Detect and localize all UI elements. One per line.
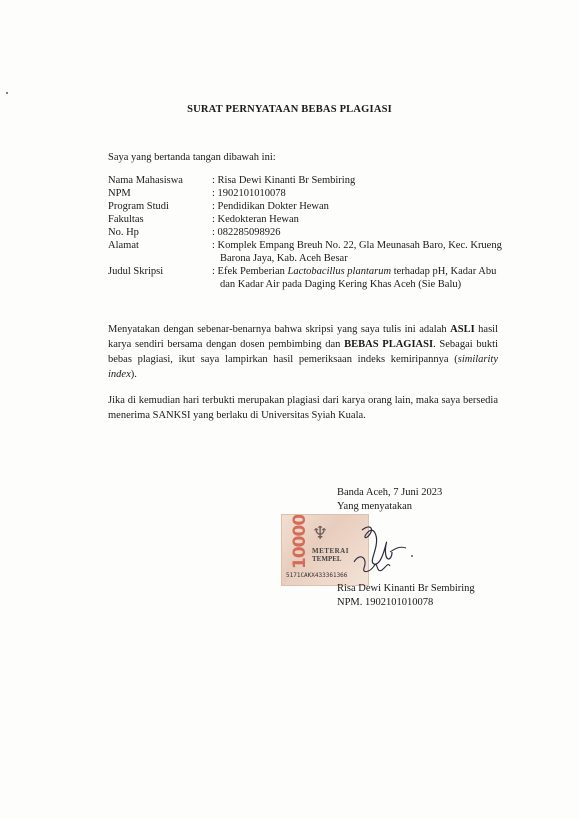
garuda-emblem-icon: ♆ xyxy=(312,523,329,543)
field-label: Program Studi xyxy=(108,201,169,212)
statement-italic: similarity index xyxy=(108,354,498,380)
field-value: : 082285098926 xyxy=(212,227,281,238)
statement-text: hasil karya sendiri bersama dengan dosen pembimbing dan xyxy=(108,324,498,350)
field-value: : Kedokteran Hewan xyxy=(212,214,299,225)
statement-bold-asli: ASLI xyxy=(450,324,475,335)
field-row xyxy=(108,200,510,213)
thesis-title-suffix: terhadap pH, Kadar Abu dan Kadar Air pada Daging Kering Khas Aceh (Sie Balu) xyxy=(220,266,497,290)
scan-speck xyxy=(6,92,8,94)
statement-bold-bebas-plagiasi: BEBAS PLAGIASI xyxy=(344,339,434,350)
thesis-title-prefix: : Efek Pemberian xyxy=(212,266,288,277)
stamp-label-meterai: METERAI xyxy=(312,547,349,555)
field-row xyxy=(108,226,510,239)
field-value: : Komplek Empang Breuh No. 22, Gla Meunasah Baro, Kec. Krueng Barona Jaya, Kab. Aceh Besar xyxy=(212,240,502,264)
intro-text: Saya yang bertanda tangan dibawah ini: xyxy=(108,152,276,163)
thesis-title-species: Lactobacillus plantarum xyxy=(287,266,392,277)
field-label: Alamat xyxy=(108,240,139,251)
signer-npm: NPM. 1902101010078 xyxy=(337,597,434,608)
document-title: SURAT PERNYATAAN BEBAS PLAGIASI xyxy=(187,104,392,115)
handwritten-signature xyxy=(340,522,420,584)
statement-text: . Sebagai bukti bebas plagiasi, ikut saya lampirkan hasil pemeriksaan indeks kemiripannya ( xyxy=(108,339,498,365)
field-label: Judul Skripsi xyxy=(108,266,164,277)
identity-table xyxy=(108,174,510,291)
statement-paragraph xyxy=(108,322,498,382)
signature-place-date: Banda Aceh, 7 Juni 2023 xyxy=(337,487,443,498)
field-row xyxy=(108,265,510,291)
field-value: : Risa Dewi Kinanti Br Sembiring xyxy=(212,175,356,186)
stamp-denomination: 10000 xyxy=(290,514,310,569)
sanction-paragraph: Jika di kemudian hari terbukti merupakan plagiasi dari karya orang lain, maka saya bersedia menerima SANKSI yang berlaku di Universitas Syiah Kuala. xyxy=(108,395,498,421)
field-label: NPM xyxy=(108,188,131,199)
signature-role: Yang menyatakan xyxy=(337,501,413,512)
field-row xyxy=(108,213,510,226)
field-row xyxy=(108,239,510,265)
statement-text: Menyatakan dengan sebenar-benarnya bahwa skripsi yang saya tulis ini adalah xyxy=(108,324,451,335)
field-label: No. Hp xyxy=(108,227,139,238)
stamp-serial: 5171CAKX433361366 xyxy=(286,572,348,579)
field-row xyxy=(108,174,510,187)
field-value: : 1902101010078 xyxy=(212,188,286,199)
signer-name: Risa Dewi Kinanti Br Sembiring xyxy=(337,583,475,594)
field-value: : Pendidikan Dokter Hewan xyxy=(212,201,329,212)
field-row xyxy=(108,187,510,200)
field-label: Fakultas xyxy=(108,214,144,225)
field-label: Nama Mahasiswa xyxy=(108,175,183,186)
field-value xyxy=(212,265,510,291)
stamp-label-tempel: TEMPEL xyxy=(312,555,342,563)
statement-text: ). xyxy=(130,369,137,380)
